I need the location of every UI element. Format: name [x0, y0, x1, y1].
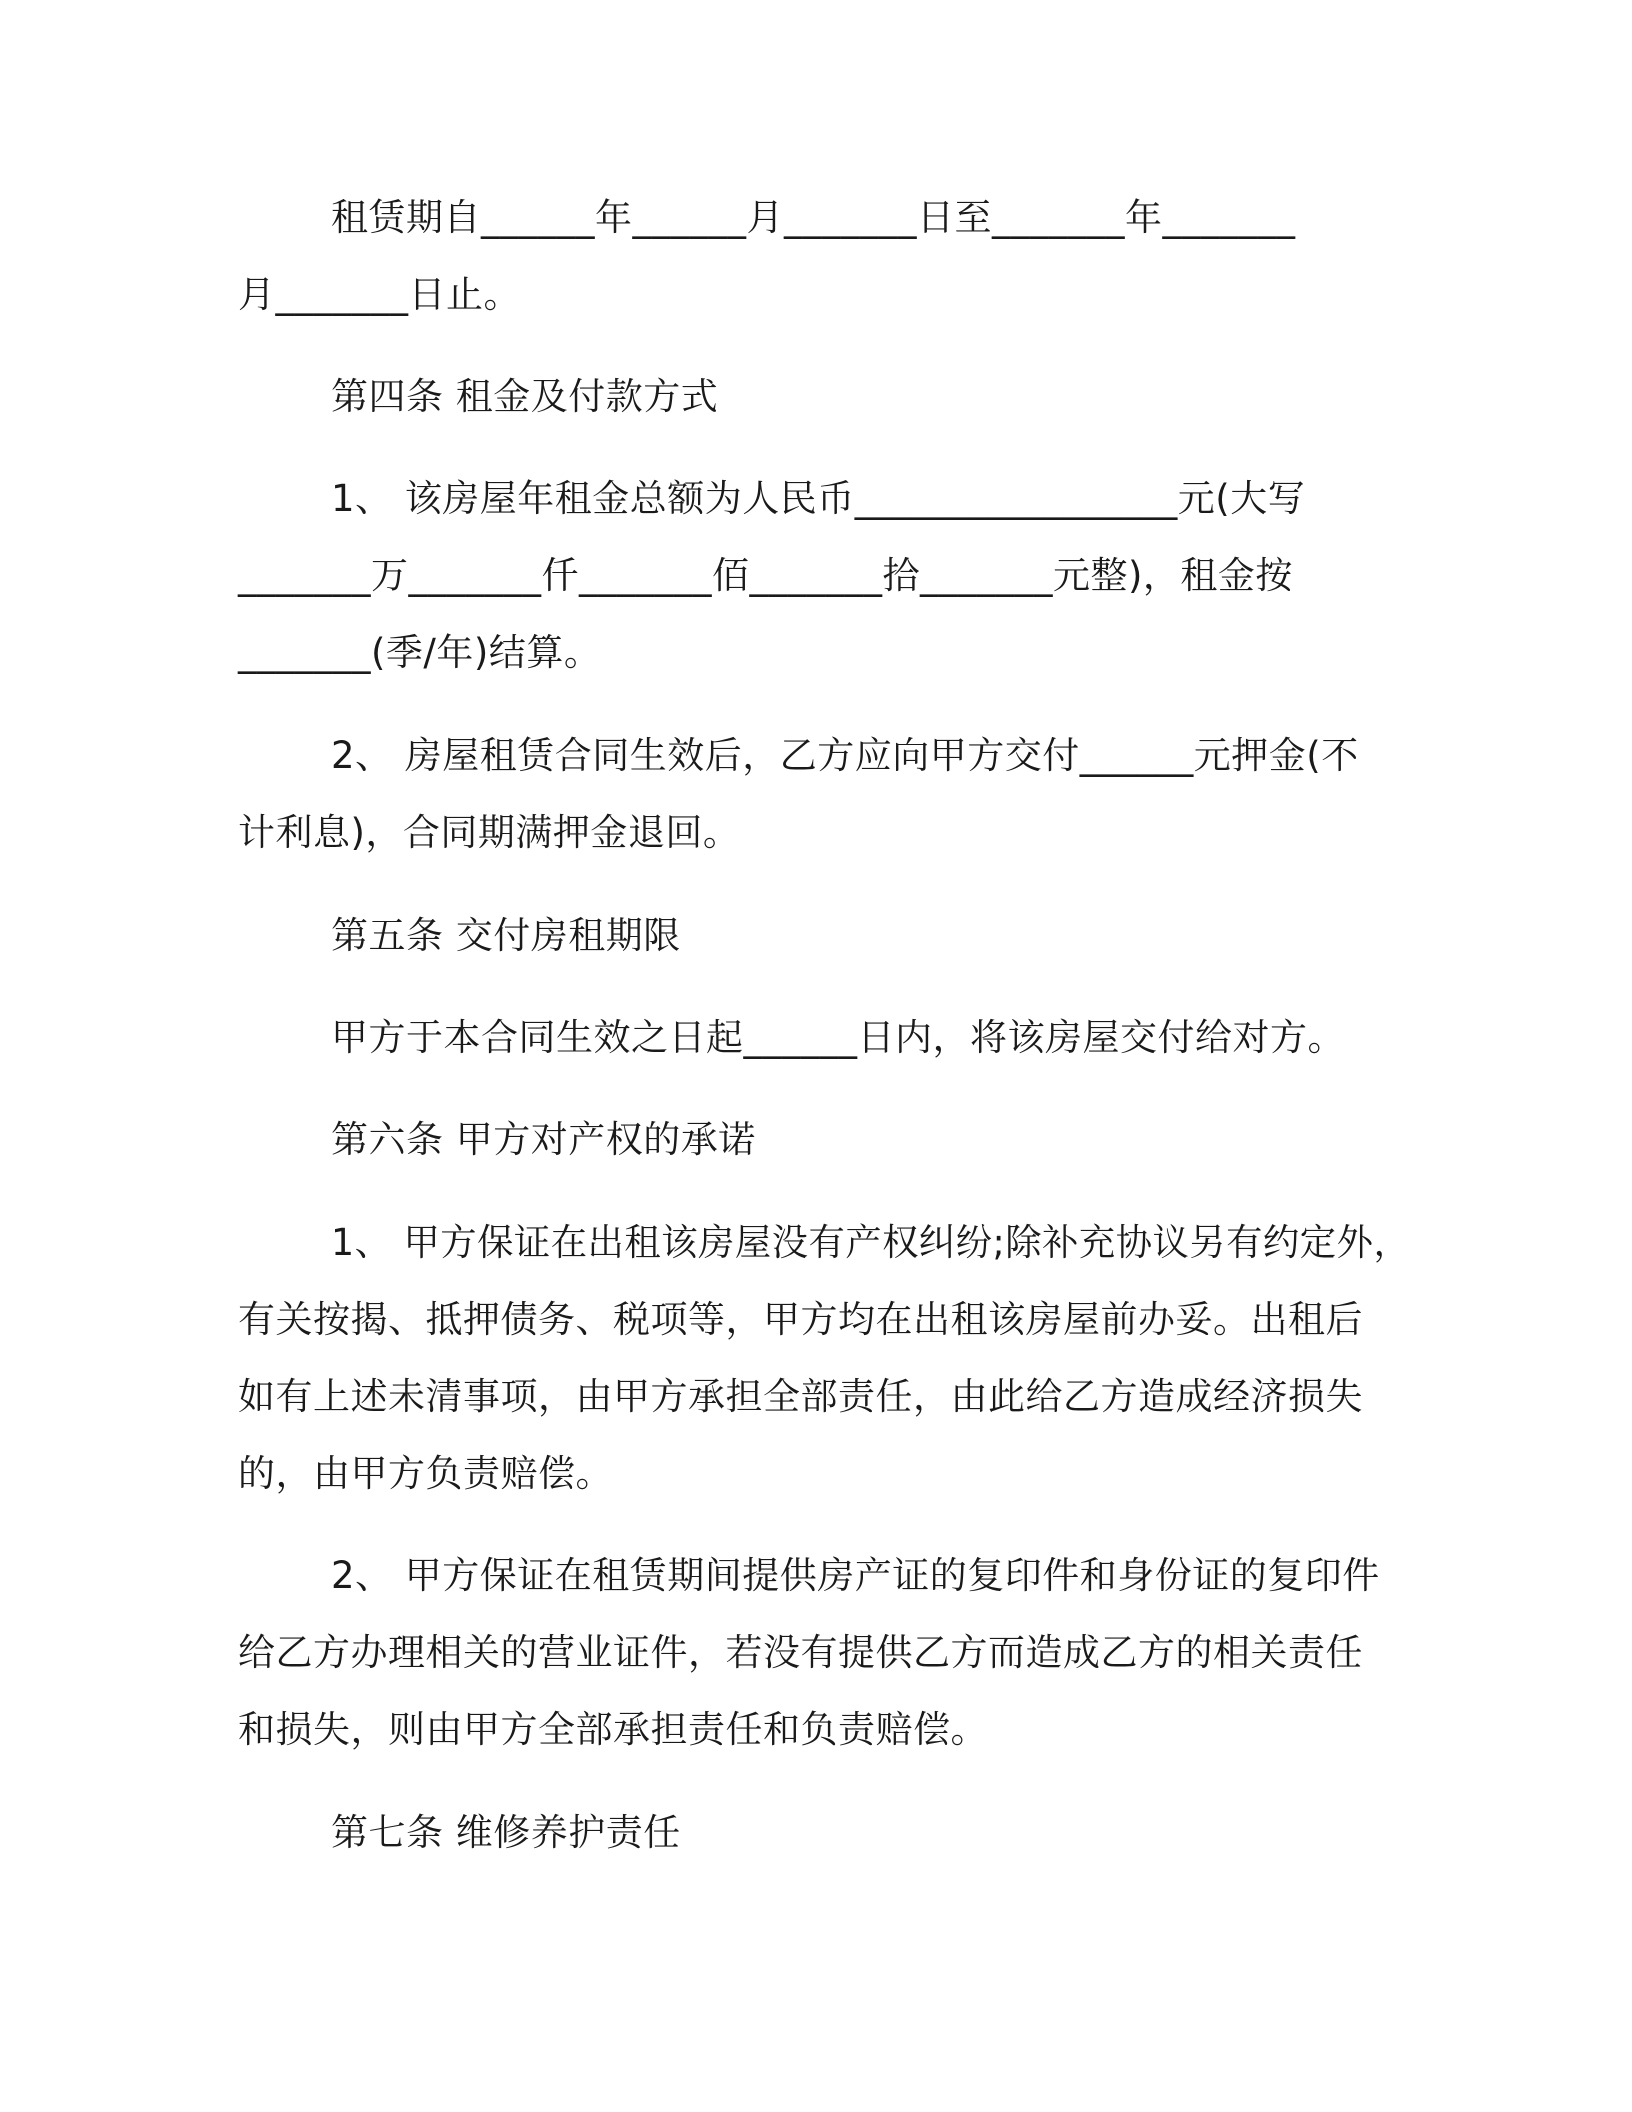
title-clause-1-line-1: 1、 甲方保证在出租该房屋没有产权纠纷;除补充协议另有约定外，	[331, 1221, 1411, 1264]
article-6-heading: 第六条 甲方对产权的承诺	[331, 1118, 756, 1161]
rent-clause-2-line-1: 2、 房屋租赁合同生效后，乙方应向甲方交付______元押金(不	[331, 734, 1359, 777]
article-4-heading: 第四条 租金及付款方式	[331, 375, 719, 418]
article-5-heading: 第五条 交付房租期限	[331, 914, 681, 957]
article-7-heading: 第七条 维修养护责任	[331, 1811, 681, 1854]
rent-clause-1-line-1: 1、 该房屋年租金总额为人民币_________________元(大写	[331, 477, 1306, 520]
title-clause-2-line-3: 和损失，则由甲方全部承担责任和负责赔偿。	[238, 1708, 988, 1751]
title-clause-1-line-2: 有关按揭、抵押债务、税项等，甲方均在出租该房屋前办妥。出租后	[238, 1298, 1363, 1341]
rent-clause-1-line-3: _______(季/年)结算。	[238, 631, 602, 674]
rent-clause-1-line-2: _______万_______仟_______佰_______拾_______元整)，租金按	[238, 554, 1293, 597]
lease-term-line-1: 租赁期自______年______月_______日至_______年_______	[331, 196, 1296, 239]
title-clause-2-line-1: 2、 甲方保证在租赁期间提供房产证的复印件和身份证的复印件	[331, 1554, 1380, 1597]
delivery-clause: 甲方于本合同生效之日起______日内，将该房屋交付给对方。	[331, 1016, 1345, 1059]
title-clause-1-line-3: 如有上述未清事项，由甲方承担全部责任，由此给乙方造成经济损失	[238, 1375, 1363, 1418]
title-clause-1-line-4: 的，由甲方负责赔偿。	[238, 1452, 613, 1495]
lease-term-line-2: 月_______日止。	[238, 273, 521, 316]
title-clause-2-line-2: 给乙方办理相关的营业证件，若没有提供乙方而造成乙方的相关责任	[238, 1631, 1363, 1674]
rent-clause-2-line-2: 计利息)，合同期满押金退回。	[238, 811, 741, 854]
